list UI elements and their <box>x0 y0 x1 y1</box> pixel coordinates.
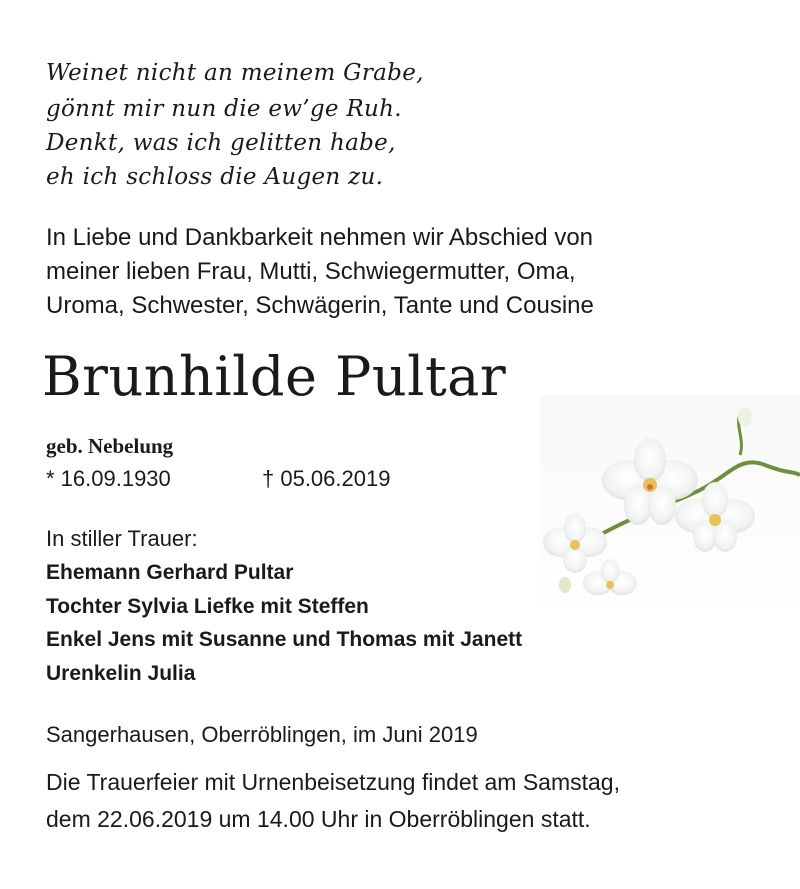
life-dates <box>46 466 466 496</box>
birth-date: * 16.09.1930 <box>46 466 171 491</box>
mourners-heading: In stiller Trauer: <box>46 526 198 551</box>
intro-line: Uroma, Schwester, Schwägerin, Tante und Cousine <box>46 292 594 319</box>
death-date: † 05.06.2019 <box>262 466 391 491</box>
poem-line: gönnt mir nun die ew’ge Ruh. <box>46 96 402 122</box>
funeral-info-line: Die Trauerfeier mit Urnenbeisetzung findet am Samstag, <box>46 769 620 795</box>
poem-line: Weinet nicht an meinem Grabe, <box>46 60 424 86</box>
poem-line: eh ich schloss die Augen zu. <box>46 164 384 190</box>
orchid-illustration <box>540 395 800 620</box>
intro-line: In Liebe und Dankbarkeit nehmen wir Abschied von <box>46 224 594 251</box>
place-date: Sangerhausen, Oberröblingen, im Juni 2019 <box>46 722 478 747</box>
mourner-entry: Tochter Sylvia Liefke mit Steffen <box>46 595 369 618</box>
deceased-name: Brunhilde Pultar <box>42 345 507 408</box>
mourner-entry: Ehemann Gerhard Pultar <box>46 561 294 584</box>
mourner-entry: Urenkelin Julia <box>46 662 196 685</box>
poem-line: Denkt, was ich gelitten habe, <box>46 130 396 156</box>
funeral-info-line: dem 22.06.2019 um 14.00 Uhr in Oberröblingen statt. <box>46 806 591 832</box>
maiden-name: geb. Nebelung <box>46 434 174 458</box>
mourner-entry: Enkel Jens mit Susanne und Thomas mit Janett <box>46 628 523 651</box>
intro-line: meiner lieben Frau, Mutti, Schwiegermutter, Oma, <box>46 258 576 285</box>
